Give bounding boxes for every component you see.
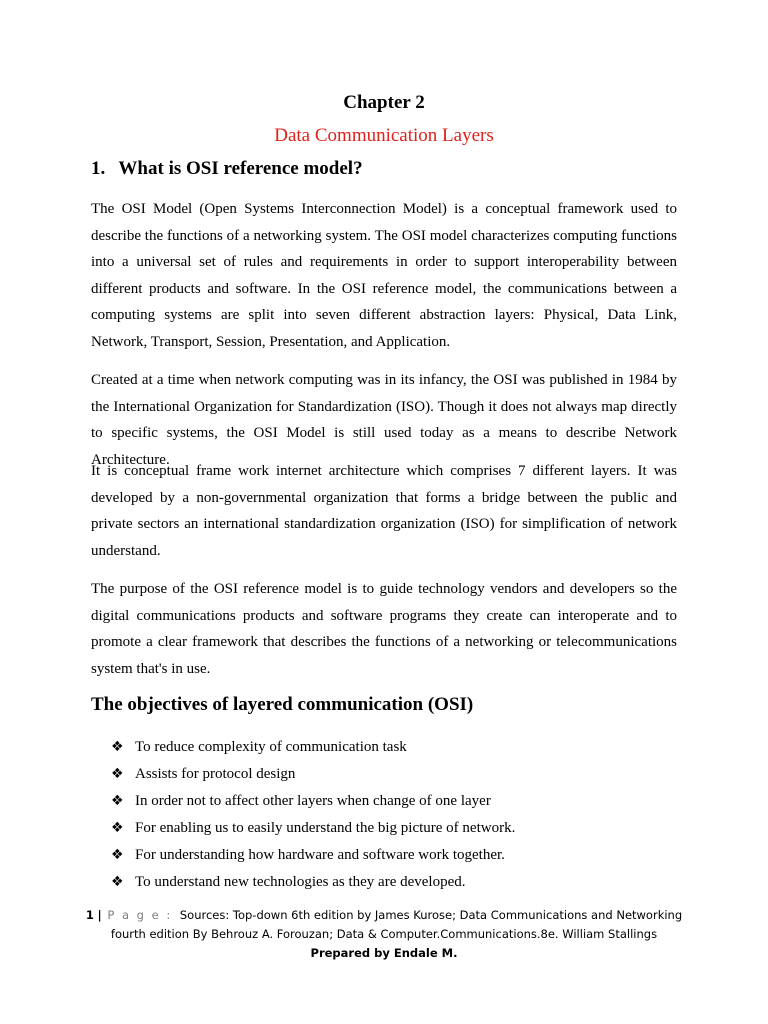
list-item-text: For enabling us to easily understand the big picture of network. [135,820,516,836]
paragraph-osi-history: Created at a time when network computing was in its infancy, the OSI was published in 1984 by the International Organization for Standardization (ISO). Though it does not always map directly to specific systems, the OSI Model is still used today as a means to describe Network Architecture. [91,372,677,468]
list-item-text: To understand new technologies as they are developed. [135,874,466,890]
diamond-bullet-icon: ❖ [111,793,124,809]
list-item [111,761,515,788]
paragraph-osi-architecture: It is conceptual frame work internet architecture which comprises 7 different layers. It was developed by a non-governmental organization that forms a bridge between the public and private sectors an international standardization organization (ISO) for simplification of network understand. [91,463,677,559]
diamond-bullet-icon: ❖ [111,847,124,863]
page-number: 1 [85,908,94,922]
list-item [111,788,515,815]
diamond-bullet-icon: ❖ [111,874,124,890]
diamond-bullet-icon: ❖ [111,766,124,782]
footer-author: Prepared by Endale M. [310,946,458,960]
list-item [111,869,515,896]
page-footer [0,906,768,963]
list-item-text: Assists for protocol design [135,766,296,782]
section-heading [91,158,363,180]
list-item [111,815,515,842]
list-item-text: In order not to affect other layers when change of one layer [135,793,491,809]
footer-line-1 [0,906,768,925]
footer-separator: | [97,908,102,922]
diamond-bullet-icon: ❖ [111,739,124,755]
objectives-list [111,734,515,896]
list-item-text: To reduce complexity of communication task [135,739,407,755]
paragraph-osi-definition: The OSI Model (Open Systems Interconnection Model) is a conceptual framework used to describe the functions of a networking system. The OSI model characterizes computing functions into a universal set of rules and requirements in order to support interoperability between different products and software. In the OSI reference model, the communications between a computing systems are split into seven different abstraction layers: Physical, Data Link, Network, Transport, Session, Presentation, and Application. [91,201,677,350]
page-label: P a g e : [107,908,173,922]
list-item [111,734,515,761]
diamond-bullet-icon: ❖ [111,820,124,836]
list-item-text: For understanding how hardware and software work together. [135,847,505,863]
paragraph-osi-purpose: The purpose of the OSI reference model is to guide technology vendors and developers so the digital communications products and software programs they create can interoperate and to promote a clear framework that describes the functions of a networking or telecommunications system that's in use. [91,581,677,677]
footer-sources-line-2: fourth edition By Behrouz A. Forouzan; Data & Computer.Communications.8e. William Stallings [110,927,658,941]
section-title: What is OSI reference model? [118,158,363,179]
list-item [111,842,515,869]
objectives-heading: The objectives of layered communication (OSI) [91,694,474,715]
section-number: 1. [91,158,106,179]
footer-sources-line-1: Sources: Top-down 6th edition by James Kurose; Data Communications and Networking [179,908,683,922]
chapter-subtitle: Data Communication Layers [274,125,494,146]
chapter-title: Chapter 2 [343,92,425,113]
